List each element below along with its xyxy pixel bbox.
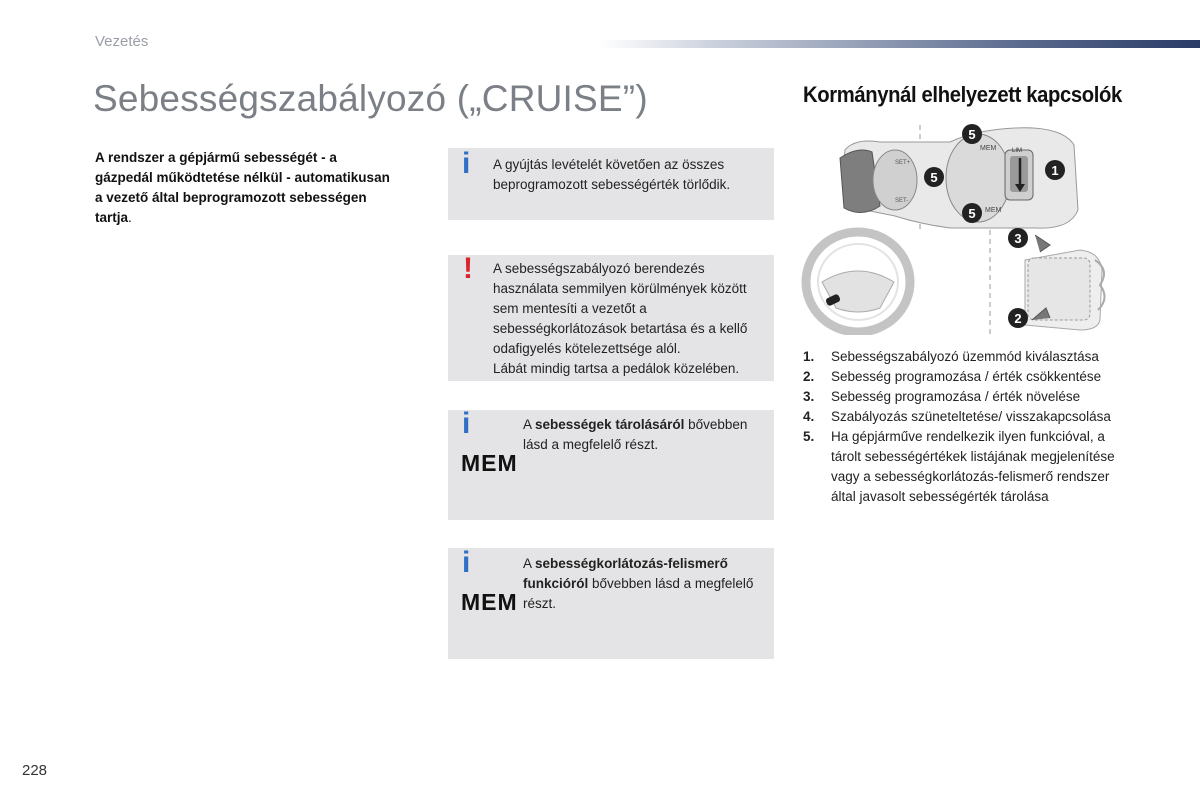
svg-text:5: 5 bbox=[930, 170, 938, 185]
mem-label: MEM bbox=[461, 589, 518, 615]
page-number: 228 bbox=[22, 762, 48, 779]
warning-icon: ! bbox=[463, 252, 473, 285]
warning-box bbox=[448, 252, 774, 381]
list-item-number: 1. bbox=[803, 349, 815, 364]
info-box-text: A gyújtás levételét követően az összes beprogramozott sebességérték törlődik. bbox=[493, 157, 731, 192]
page-title: Sebességszabályozó („CRUISE”) bbox=[93, 78, 648, 119]
list-item-text: Sebesség programozása / érték csökkentése bbox=[831, 369, 1102, 384]
mem-text-pre: A bbox=[523, 556, 536, 571]
list-item-number: 2. bbox=[803, 369, 815, 384]
mem-switch-label-lower: MEM bbox=[985, 207, 1002, 214]
mem-switch-label: MEM bbox=[980, 145, 997, 152]
list-item-text: Ha gépjárműve rendelkezik ilyen funkcióval, a tárolt sebességértékek listájának megjelenítése vagy a sebességkorlátozás-felismerő rendszer által javasolt sebességérték tárolása bbox=[831, 429, 1115, 504]
callout-1 bbox=[1045, 160, 1065, 180]
mem-box-text bbox=[523, 415, 768, 455]
steering-controls-illustration bbox=[800, 120, 1145, 335]
svg-text:3: 3 bbox=[1014, 231, 1022, 246]
svg-text:5: 5 bbox=[968, 127, 976, 142]
lim-label: LIM bbox=[1012, 148, 1023, 154]
list-item-number: 4. bbox=[803, 409, 815, 424]
list-item bbox=[803, 407, 1133, 427]
info-box-ignition bbox=[448, 148, 774, 220]
list-item bbox=[803, 347, 1133, 367]
controls-section-title: Kormánynál elhelyezett kapcsolók bbox=[803, 82, 1122, 107]
list-item-number: 3. bbox=[803, 389, 815, 404]
section-label: Vezetés bbox=[95, 33, 149, 50]
list-item bbox=[803, 427, 1133, 507]
list-item-text: Sebességszabályozó üzemmód kiválasztása bbox=[831, 349, 1099, 364]
list-item-text: Sebesség programozása / érték növelése bbox=[831, 389, 1081, 404]
callout-5-top bbox=[962, 124, 982, 144]
mem-box-text bbox=[523, 554, 768, 614]
callout-4 bbox=[924, 167, 944, 187]
info-icon: i bbox=[462, 147, 471, 180]
info-icon: i bbox=[462, 407, 471, 440]
intro-bold: A rendszer a gépjármű sebességét - a gázpedál működtetése nélkül - automatikusan a vezető által beprogramozott sebességen tartja bbox=[95, 150, 390, 225]
mem-box-speed-memory bbox=[448, 407, 774, 520]
mem-text-bold: sebességkorlátozás-felismerő funkcióról bbox=[523, 556, 728, 591]
header-bar bbox=[600, 40, 1200, 48]
mem-text-pre: A bbox=[523, 417, 536, 432]
controls-legend-list bbox=[803, 347, 1133, 507]
warning-text-pedals: Lábát mindig tartsa a pedálok közelében. bbox=[493, 361, 740, 376]
mem-text-post: bővebben lásd a megfelelő részt. bbox=[523, 576, 754, 611]
callout-5-bottom bbox=[962, 203, 982, 223]
svg-text:5: 5 bbox=[968, 206, 976, 221]
intro-paragraph bbox=[95, 148, 395, 228]
set-plus-label: SET+ bbox=[895, 160, 911, 166]
callout-2 bbox=[1008, 308, 1028, 328]
svg-text:1: 1 bbox=[1051, 163, 1059, 178]
warning-box-text bbox=[493, 259, 771, 379]
set-minus-label: SET- bbox=[895, 198, 909, 204]
mem-text-post: bővebben lásd a megfelelő részt. bbox=[523, 417, 748, 452]
warning-text-main: A sebességszabályozó berendezés használata semmilyen körülmények között sem mentesíti a vezetőt a sebességkorlátozások betartása és a kellő odafigyelés kötelezettsége alól. bbox=[493, 261, 748, 356]
list-item-number: 5. bbox=[803, 429, 815, 444]
callout-3 bbox=[1008, 228, 1028, 248]
mem-label: MEM bbox=[461, 450, 518, 476]
svg-text:2: 2 bbox=[1014, 311, 1022, 326]
mem-text-bold: sebességek tárolásáról bbox=[535, 417, 685, 432]
list-item bbox=[803, 367, 1133, 387]
mem-box-speed-limit-recognition bbox=[448, 548, 774, 659]
list-item-text: Szabályozás szüneteltetése/ visszakapcsolása bbox=[831, 409, 1111, 424]
list-item bbox=[803, 387, 1133, 407]
info-icon: i bbox=[462, 546, 471, 579]
intro-tail: . bbox=[128, 210, 132, 225]
steering-wheel-icon bbox=[806, 232, 910, 332]
